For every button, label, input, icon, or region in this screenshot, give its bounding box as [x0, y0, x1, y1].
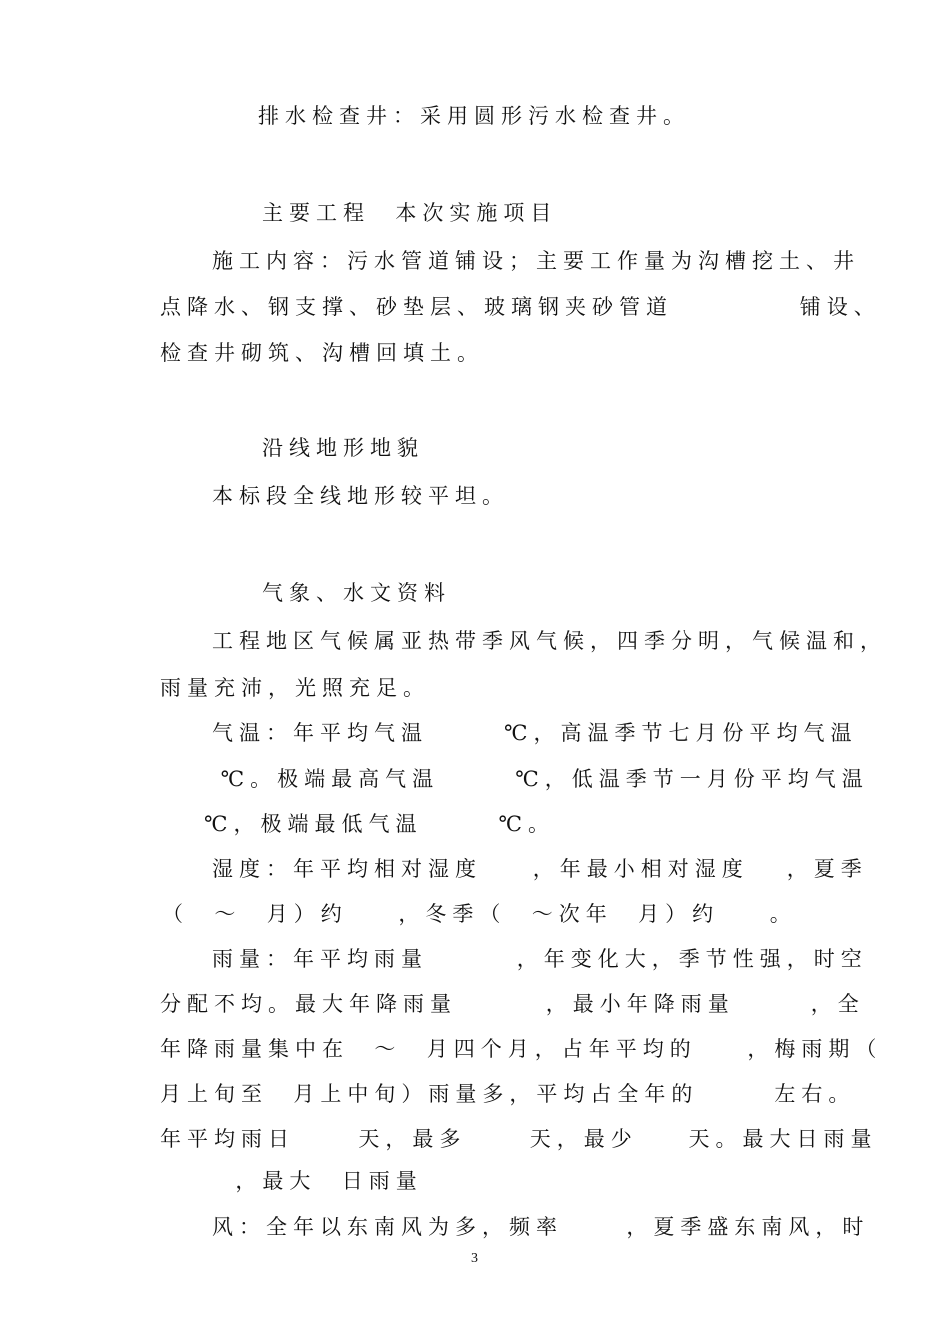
text-line: （ ～ 月）约 ，冬季（ ～次年 月）约 。 [162, 902, 797, 926]
text-line: 排水检查井：采用圆形污水检查井。 [258, 104, 690, 128]
text-line: 月上旬至 月上中旬）雨量多，平均占全年的 左右。 [160, 1082, 856, 1106]
section-heading: 气象、水文资料 [262, 581, 451, 605]
section-heading: 沿线地形地貌 [262, 436, 424, 460]
text-line: 雨量充沛，光照充足。 [160, 676, 430, 700]
text-line: ℃，极端最低气温 ℃。 [204, 812, 556, 836]
text-line: 湿度：年平均相对湿度 ，年最小相对湿度 ，夏季 [212, 857, 868, 881]
text-line: 本标段全线地形较平坦。 [212, 484, 509, 508]
text-line: 分配不均。最大年降雨量 ，最小年降雨量 ，全 [160, 992, 865, 1016]
text-line: 风：全年以东南风为多，频率 ，夏季盛东南风，时 [212, 1215, 870, 1239]
text-line: 工程地区气候属亚热带季风气候，四季分明，气候温和， [212, 629, 887, 653]
text-line: 检查井砌筑、沟槽回填土。 [160, 341, 484, 365]
section-heading: 主要工程 本次实施项目 [262, 201, 558, 225]
text-line: ，最大 日雨量 [210, 1169, 423, 1193]
text-line: 年平均雨日 天，最多 天，最少 天。最大日雨量 [160, 1127, 878, 1151]
text-line: 年降雨量集中在 ～ 月四个月，占年平均的 ，梅雨期（ [160, 1037, 883, 1061]
page-number: 3 [471, 1251, 478, 1266]
text-line: ℃。极端最高气温 ℃，低温季节一月份平均气温 [208, 767, 869, 791]
text-line: 施工内容：污水管道铺设；主要工作量为沟槽挖土、井 [212, 249, 860, 273]
text-line: 点降水、钢支撑、砂垫层、玻璃钢夹砂管道 铺设、 [160, 295, 881, 319]
text-line: 气温：年平均气温 ℃，高温季节七月份平均气温 [212, 721, 858, 745]
text-line: 雨量：年平均雨量 ，年变化大，季节性强，时空 [212, 947, 868, 971]
